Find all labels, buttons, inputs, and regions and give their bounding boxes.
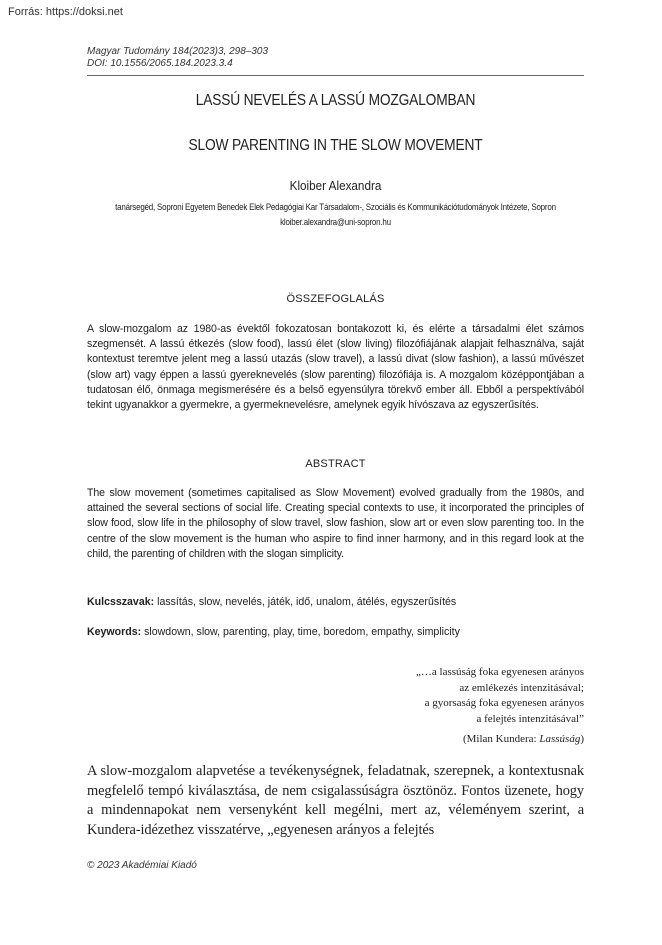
body-paragraph: A slow-mozgalom alapvetése a tevékenységnek, feladatnak, szerepnek, a kontextusnak megfelelő tempó kiválasztása, de nem csigalassúságra ösztönöz. Fontos üzenete, hogy a mindennapokat nem versenyként kell megélni, mert az, véleményem szerint, a Kundera-idézethez visszatérve, „egyenesen arányos a felejtés — [87, 763, 584, 838]
title-hungarian: LASSÚ NEVELÉS A LASSÚ MOZGALOMBAN — [195, 92, 476, 109]
author-email: kloiber.alexandra@uni-sopron.hu — [280, 217, 391, 228]
keywords-en-text: slowdown, slow, parenting, play, time, boredom, empathy, simplicity — [141, 626, 460, 638]
keywords-hu-label: Kulcsszavak: — [87, 596, 155, 608]
keywords-en — [87, 626, 584, 638]
keywords-hu-text: lassítás, slow, nevelés, játék, idő, unalom, átélés, egyszerűsítés — [154, 596, 457, 608]
header-rule — [87, 75, 584, 76]
abstract-hu-heading: ÖSSZEFOGLALÁS — [286, 293, 385, 305]
author-name: Kloiber Alexandra — [289, 178, 382, 193]
author-affiliation: tanársegéd, Soproni Egyetem Benedek Elek Pedagógiai Kar Társadalom-, Szociális és Kommunikációtudományok Intézete, Sopron — [115, 202, 556, 213]
source-label: Forrás: https://doksi.net — [8, 6, 123, 18]
title-english: SLOW PARENTING IN THE SLOW MOVEMENT — [188, 137, 483, 154]
keywords-en-label: Keywords: — [87, 626, 142, 638]
copyright-notice: © 2023 Akadémiai Kiadó — [87, 860, 197, 871]
keywords-hu — [87, 596, 584, 608]
quote-source-prefix: (Milan Kundera: — [462, 733, 540, 745]
quote-line: „…a lassúság foka egyenesen arányos — [416, 666, 584, 678]
journal-citation: Magyar Tudomány 184(2023)3, 298–303 — [87, 46, 269, 57]
quote-line: a felejtés intenzitásával” — [476, 712, 584, 725]
epigraph-source — [330, 733, 584, 745]
abstract-en-text: The slow movement (sometimes capitalised as Slow Movement) evolved gradually from the 1980s, and attained the several sections of social life. Creating special contexts to use, it incorporated the principles of slow food, slow life in the philosophy of slow travel, slow fashion, slow art or even slow parenting too. In the centre of the slow movement is the human who aspire to find inner harmony, and in this regard look at the child, the parenting of children with the slogan simplicity. — [87, 487, 584, 560]
quote-line: az emlékezés intenzitásával; — [459, 681, 584, 694]
epigraph-quote — [330, 665, 584, 727]
journal-citation-block — [87, 46, 268, 70]
quote-source-suffix: ) — [580, 733, 584, 745]
journal-doi: DOI: 10.1556/2065.184.2023.3.4 — [87, 58, 233, 69]
quote-source-title: Lassúság — [539, 733, 581, 745]
abstract-en-heading: ABSTRACT — [305, 458, 366, 470]
author-affiliation-block — [104, 200, 567, 230]
quote-line: a gyorsaság foka egyenesen arányos — [424, 697, 584, 709]
abstract-hu-text: A slow-mozgalom az 1980-as évektől fokozatosan bontakozott ki, és elérte a társadalmi élet számos szegmensét. A lassú étkezés (slow food), lassú élet (slow living) filozófiájának alapjait felhasználva, saját kontextust teremtve jelent meg a lassú utazás (slow travel), a lassú divat (slow fashion), a lassú művészet (slow art) vagy éppen a lassú gyereknevelés (slow parenting) filozófiája is. A mozgalom középpontjában a tudatosan élő, önmaga megismerésére és a belső egyensúlyra törekvő ember áll. Ebből a perspektívából tekint ugyanakkor a gyermekre, a gyermeknevelésre, amelynek egyik hívószava az egyszerűsítés. — [87, 323, 584, 412]
